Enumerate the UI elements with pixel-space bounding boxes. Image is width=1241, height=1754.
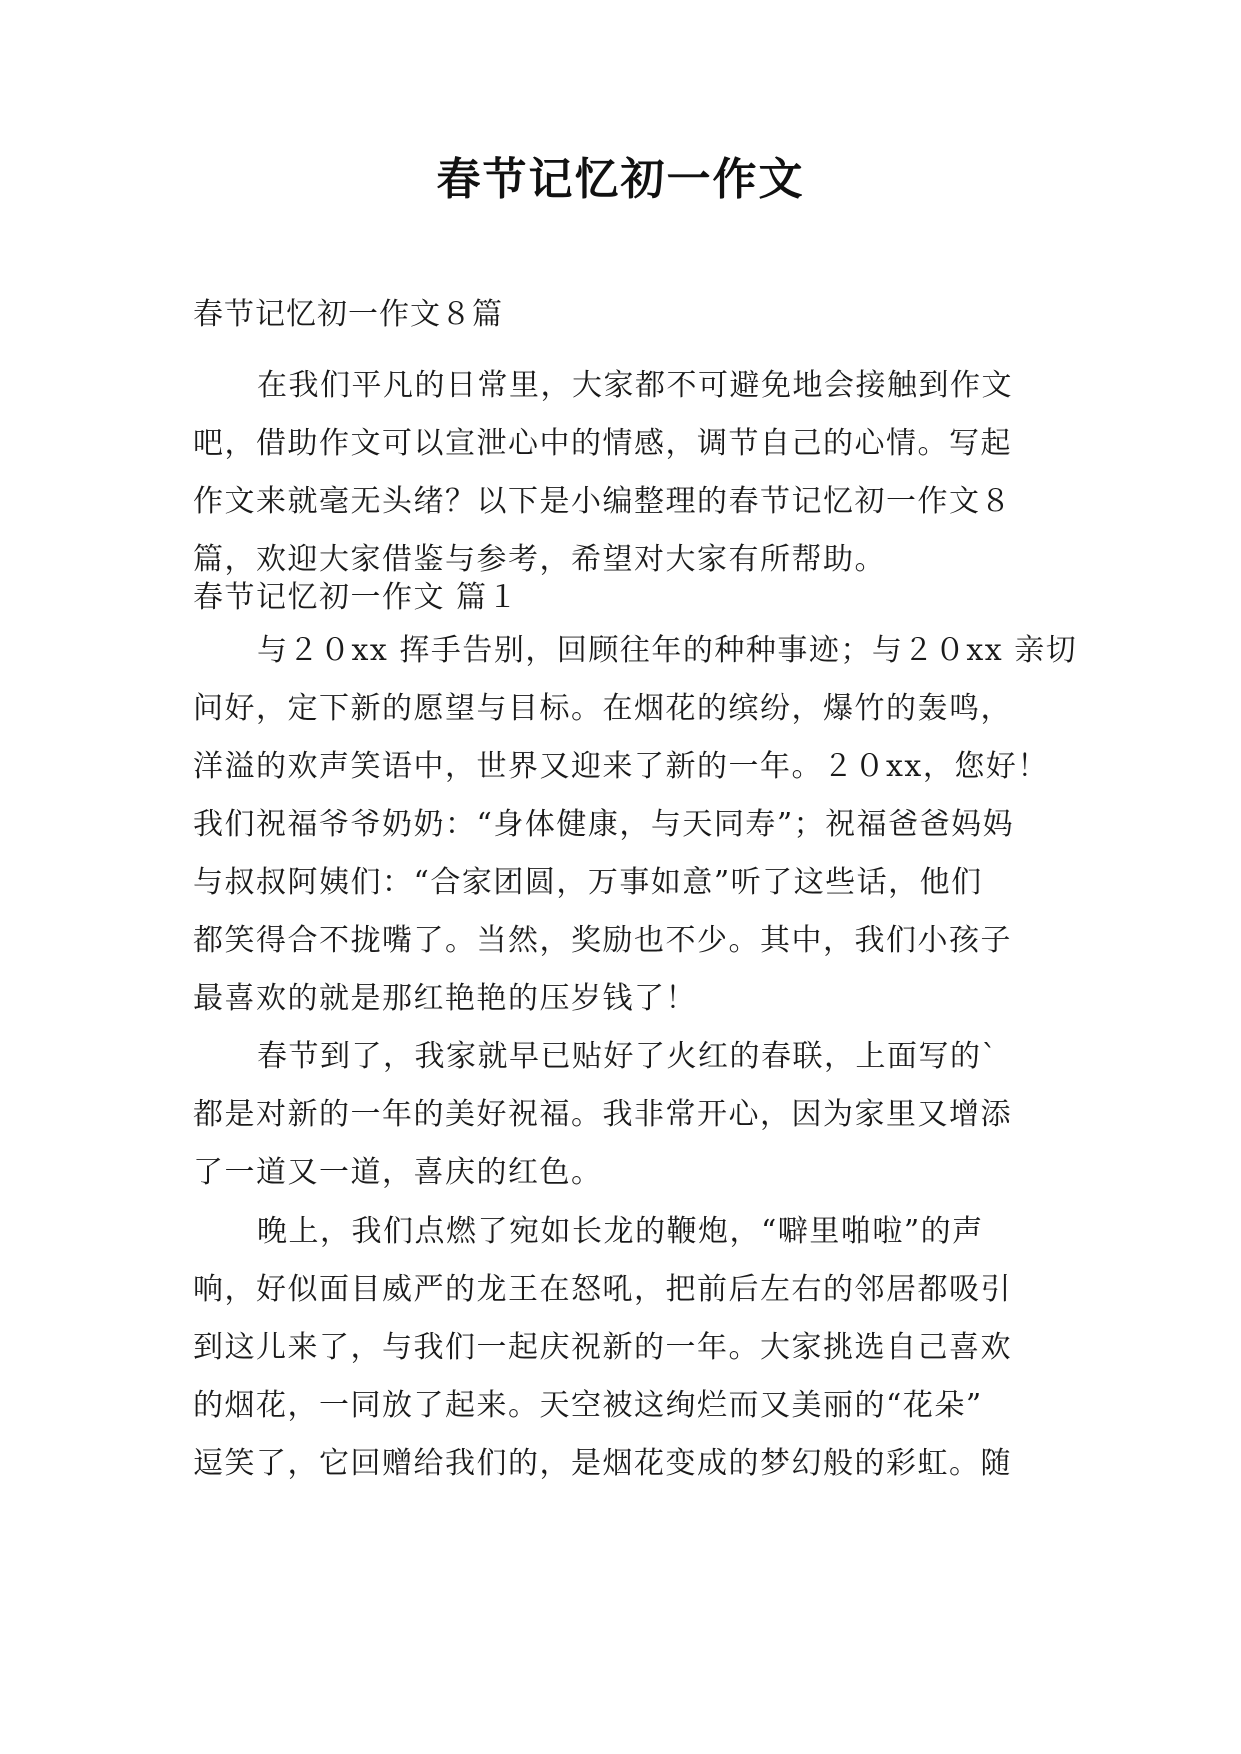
paragraph-line: 都是对新的一年的美好祝福。我非常开心，因为家里又增添 — [193, 1097, 1012, 1132]
paragraph-line: 洋溢的欢声笑语中，世界又迎来了新的一年。２０xx，您好！ — [193, 749, 1049, 784]
intro-line: 篇，欢迎大家借鉴与参考，希望对大家有所帮助。 — [193, 542, 886, 577]
paragraph-line: 到这儿来了，与我们一起庆祝新的一年。大家挑选自己喜欢 — [193, 1330, 1012, 1365]
document-subtitle: 春节记忆初一作文８篇 — [193, 297, 503, 332]
paragraph-line: 的烟花，一同放了起来。天空被这绚烂而又美丽的“花朵” — [193, 1388, 983, 1423]
paragraph-line: 晚上，我们点燃了宛如长龙的鞭炮，“噼里啪啦”的声 — [257, 1214, 984, 1249]
paragraph-line: 与叔叔阿姨们：“合家团圆，万事如意”听了这些话，他们 — [193, 865, 983, 900]
paragraph-line: 了一道又一道，喜庆的红色。 — [193, 1155, 603, 1190]
paragraph-line: 逗笑了，它回赠给我们的，是烟花变成的梦幻般的彩虹。随 — [193, 1446, 1012, 1481]
intro-line: 作文来就毫无头绪？以下是小编整理的春节记忆初一作文８ — [193, 484, 1012, 519]
paragraph-line: 最喜欢的就是那红艳艳的压岁钱了！ — [193, 981, 697, 1016]
section-heading-block — [193, 569, 1053, 627]
paragraph-line: 都笑得合不拢嘴了。当然，奖励也不少。其中，我们小孩子 — [193, 923, 1012, 958]
paragraph-3 — [193, 1203, 1053, 1493]
paragraph-line: 响，好似面目威严的龙王在怒吼，把前后左右的邻居都吸引 — [193, 1272, 1012, 1307]
paragraph-line: 问好，定下新的愿望与目标。在烟花的缤纷，爆竹的轰鸣， — [193, 691, 1012, 726]
intro-paragraph — [193, 357, 1053, 589]
document-title: 春节记忆初一作文 — [436, 154, 805, 205]
intro-line: 吧，借助作文可以宣泄心中的情感，调节自己的心情。写起 — [193, 426, 1012, 461]
intro-line: 在我们平凡的日常里，大家都不可避免地会接触到作文 — [257, 368, 1013, 403]
paragraph-line: 与２０xx 挥手告别，回顾往年的种种事迹；与２０xx 亲切 — [257, 633, 1078, 668]
paragraph-line: 春节到了，我家就早已贴好了火红的春联，上面写的` — [257, 1039, 998, 1074]
section-heading: 春节记忆初一作文 篇１ — [193, 580, 520, 615]
paragraph-2 — [193, 1028, 1053, 1202]
paragraph-line: 我们祝福爷爷奶奶：“身体健康，与天同寿”；祝福爸爸妈妈 — [193, 807, 1015, 842]
paragraph-1 — [193, 622, 1078, 1028]
